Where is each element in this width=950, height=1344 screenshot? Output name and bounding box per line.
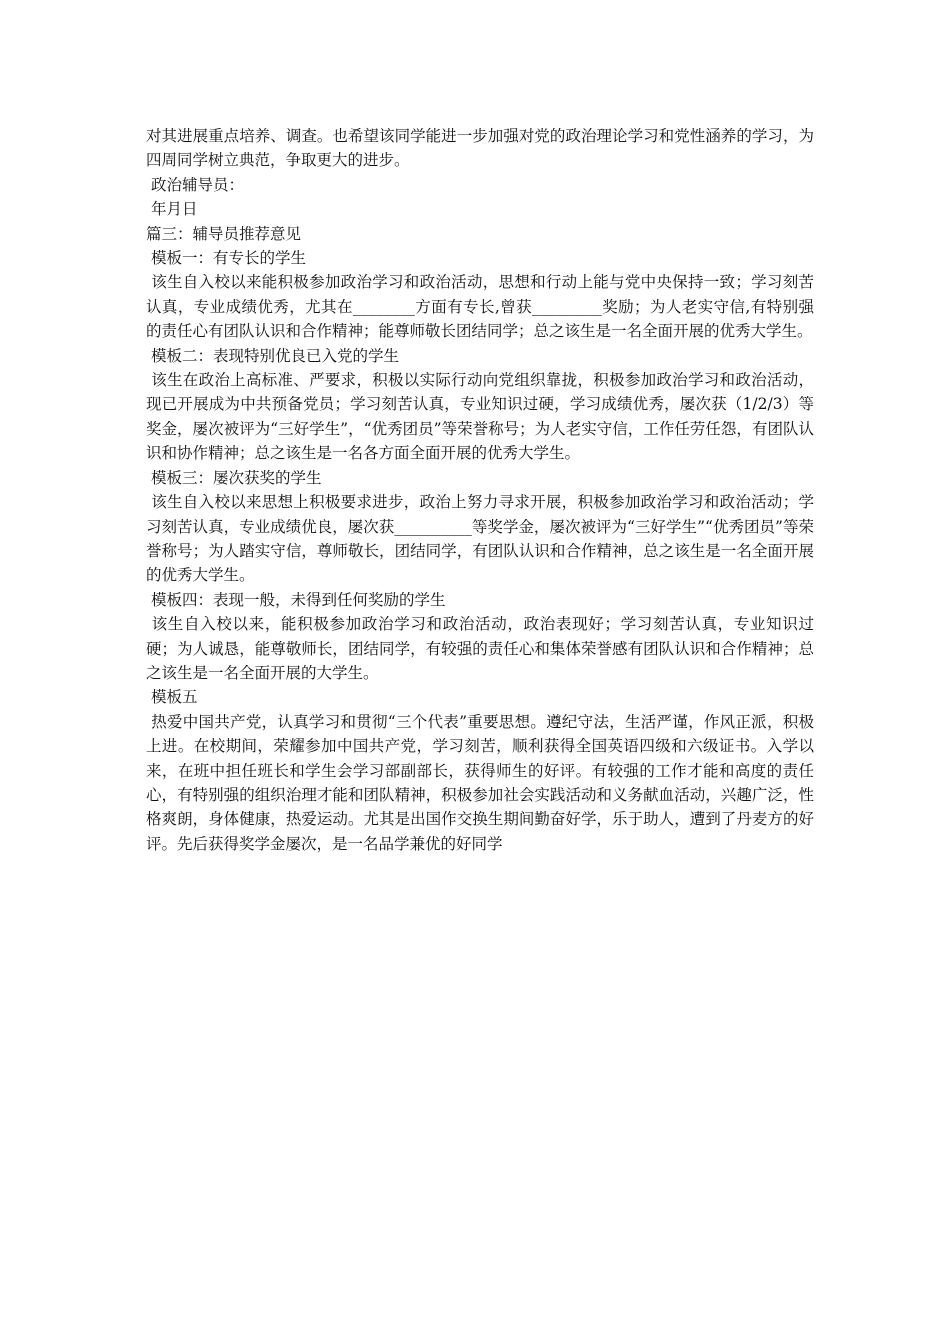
template-5-body: 热爱中国共产党，认真学习和贯彻“三个代表”重要思想。遵纪守法，生活严谨，作风正派，积极上进。在校期间，荣耀参加中国共产党，学习刻苦，顺利获得全国英语四级和六级证书。入学以来，在班中担任班长和学生会学习部副部长，获得师生的好评。有较强的工作才能和高度的责任心，有特别强的组织治理才能和团队精神，积极参加社会实践活动和义务献血活动，兴趣广泛，性格爽朗，身体健康，热爱运动。尤其是出国作交换生期间勤奋好学，乐于助人，遭到了丹麦方的好评。先后获得奖学金屡次，是一名品学兼优的好同学 xyxy=(146,712,814,853)
template-4-heading: 模板四：表现一般，未得到任何奖励的学生 xyxy=(146,590,446,609)
template-2-body: 该生在政治上高标准、严要求，积极以实际行动向党组织靠拢，积极参加政治学习和政治活动，现已开展成为中共预备党员；学习刻苦认真，专业知识过硬，学习成绩优秀，屡次获（1/2/3）等奖金，屡次被评为“三好学生”，“优秀团员”等荣誉称号；为人老实守信，工作任劳任怨，有团队认识和协作精神；总之该生是一名各方面全面开展的优秀大学生。 xyxy=(146,371,814,463)
template-2-heading: 模板二：表现特别优良已入党的学生 xyxy=(146,346,399,365)
signature-label: 政治辅导员： xyxy=(146,175,244,194)
template-3-body: 该生自入校以来思想上积极要求进步，政治上努力寻求开展，积极参加政治学习和政治活动；学习刻苦认真，专业成绩优良，屡次获__________等奖学金，屡次被评为“三好学生”“优秀团员”等荣誉称号；为人踏实守信，尊师敬长，团结同学，有团队认识和合作精神，总之该生是一名全面开展的优秀大学生。 xyxy=(146,493,814,585)
template-3-heading: 模板三：屡次获奖的学生 xyxy=(146,468,322,487)
paragraph-intro: 对其进展重点培养、调查。也希望该同学能进一步加强对党的政治理论学习和党性涵养的学习，为四周同学树立典范，争取更大的进步。 xyxy=(146,127,814,170)
template-1-heading: 模板一：有专长的学生 xyxy=(146,249,306,268)
template-1-body: 该生自入校以来能积极参加政治学习和政治活动，思想和行动上能与党中央保持一致；学习刻苦认真，专业成绩优秀，尤其在________方面有专长,曾获_________奖励；为人老实守信,有特别强的责任心有团队认识和合作精神；能尊师敬长团结同学；总之该生是一名全面开展的优秀大学生。 xyxy=(146,273,814,341)
date-label: 年月日 xyxy=(146,200,198,219)
section-heading: 篇三：辅导员推荐意见 xyxy=(146,224,302,243)
template-4-body: 该生自入校以来，能积极参加政治学习和政治活动，政治表现好；学习刻苦认真，专业知识过硬；为人诚恳，能尊敬师长，团结同学，有较强的责任心和集体荣誉感有团队认识和合作精神；总之该生是一名全面开展的大学生。 xyxy=(146,615,814,682)
document-body xyxy=(146,124,814,856)
template-5-heading: 模板五 xyxy=(146,688,198,707)
